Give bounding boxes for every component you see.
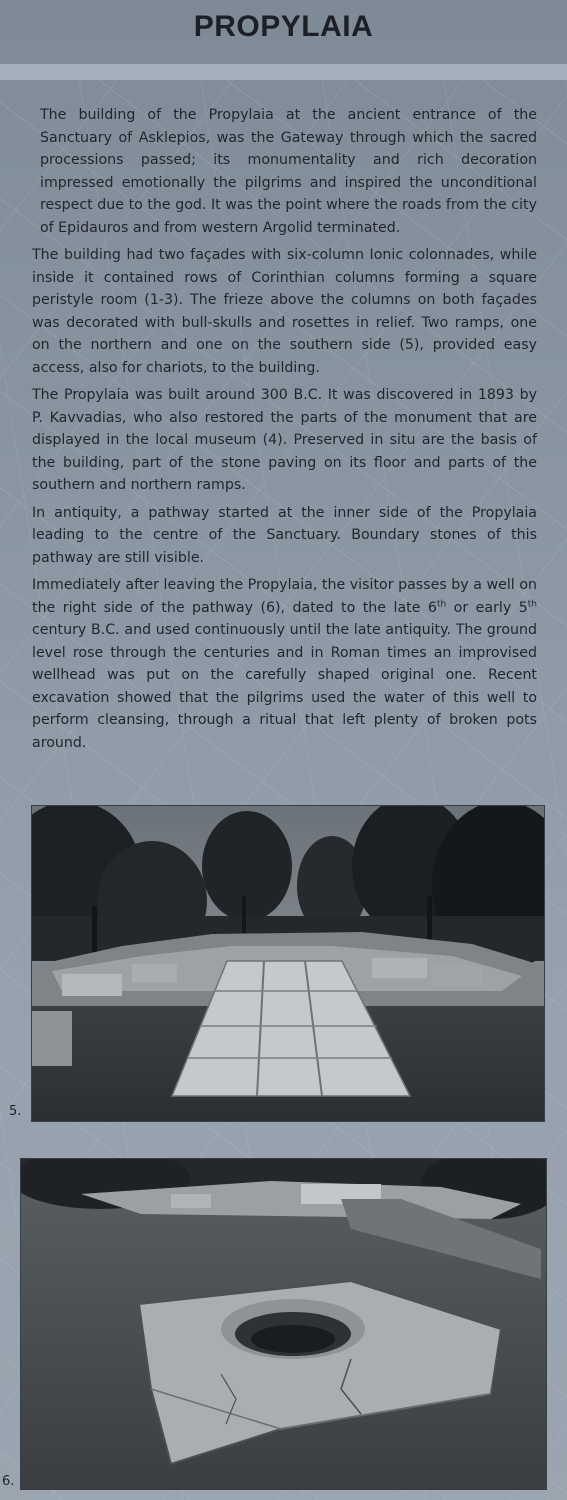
title-header xyxy=(0,0,567,64)
paragraph-5-part-a: Immediately after leaving the Propylaia, the visitor passes by a well on the right side of the pathway (6), dated to the late 6 xyxy=(32,577,537,616)
stone-ramp-photo xyxy=(31,805,545,1122)
paragraph-3: The Propylaia was built around 300 B.C. It was discovered in 1893 by P. Kavvadias, who also restored the parts of the monument that are displayed in the local museum (4). Preserved in situ are the basis of the building, part of the stone paving on its floor and parts of the southern and northern ramps. xyxy=(32,387,537,493)
paragraph-5 xyxy=(32,574,537,754)
ordinal-suffix-2: th xyxy=(527,598,537,609)
ordinal-suffix-1: th xyxy=(436,598,447,609)
figure-6-label: 6. xyxy=(2,1474,15,1489)
figure-5-label: 5. xyxy=(9,1104,22,1119)
ancient-well-photo xyxy=(20,1158,547,1490)
paragraph-4: In antiquity, a pathway started at the inner side of the Propylaia leading to the centre of the Sanctuary. Boundary stones of this pathway are still visible. xyxy=(32,504,537,566)
paragraph-5-part-b: or early 5 xyxy=(446,599,528,616)
paragraph-2: The building had two façades with six-column Ionic colonnades, while inside it contained rows of Corinthian columns forming a square peristyle room (1-3). The frieze above the columns on both façades was decorated with bull-skulls and rosettes in relief. Two ramps, one on the northern and one on the southern side (5), provided easy access, also for chariots, to the building. xyxy=(32,247,537,376)
header-band xyxy=(0,64,567,80)
body-text xyxy=(32,104,537,759)
paragraph-5-part-c: century B.C. and used continuously until the late antiquity. The ground level rose through the centuries and in Roman times an improvised wellhead was put on the carefully shaped original one. Recent excavation showed that the pilgrims used the water of this well to perform cleansing, through a ritual that left plenty of broken pots around. xyxy=(32,622,537,751)
page-title: PROPYLAIA xyxy=(193,10,374,43)
paragraph-1: The building of the Propylaia at the ancient entrance of the Sanctuary of Asklepios, was the Gateway through which the sacred processions passed; its monumentality and rich decoration impressed emotionally the pilgrims and inspired the unconditional respect due to the god. It was the point where the roads from the city of Epidauros and from western Argolid terminated. xyxy=(40,107,537,236)
